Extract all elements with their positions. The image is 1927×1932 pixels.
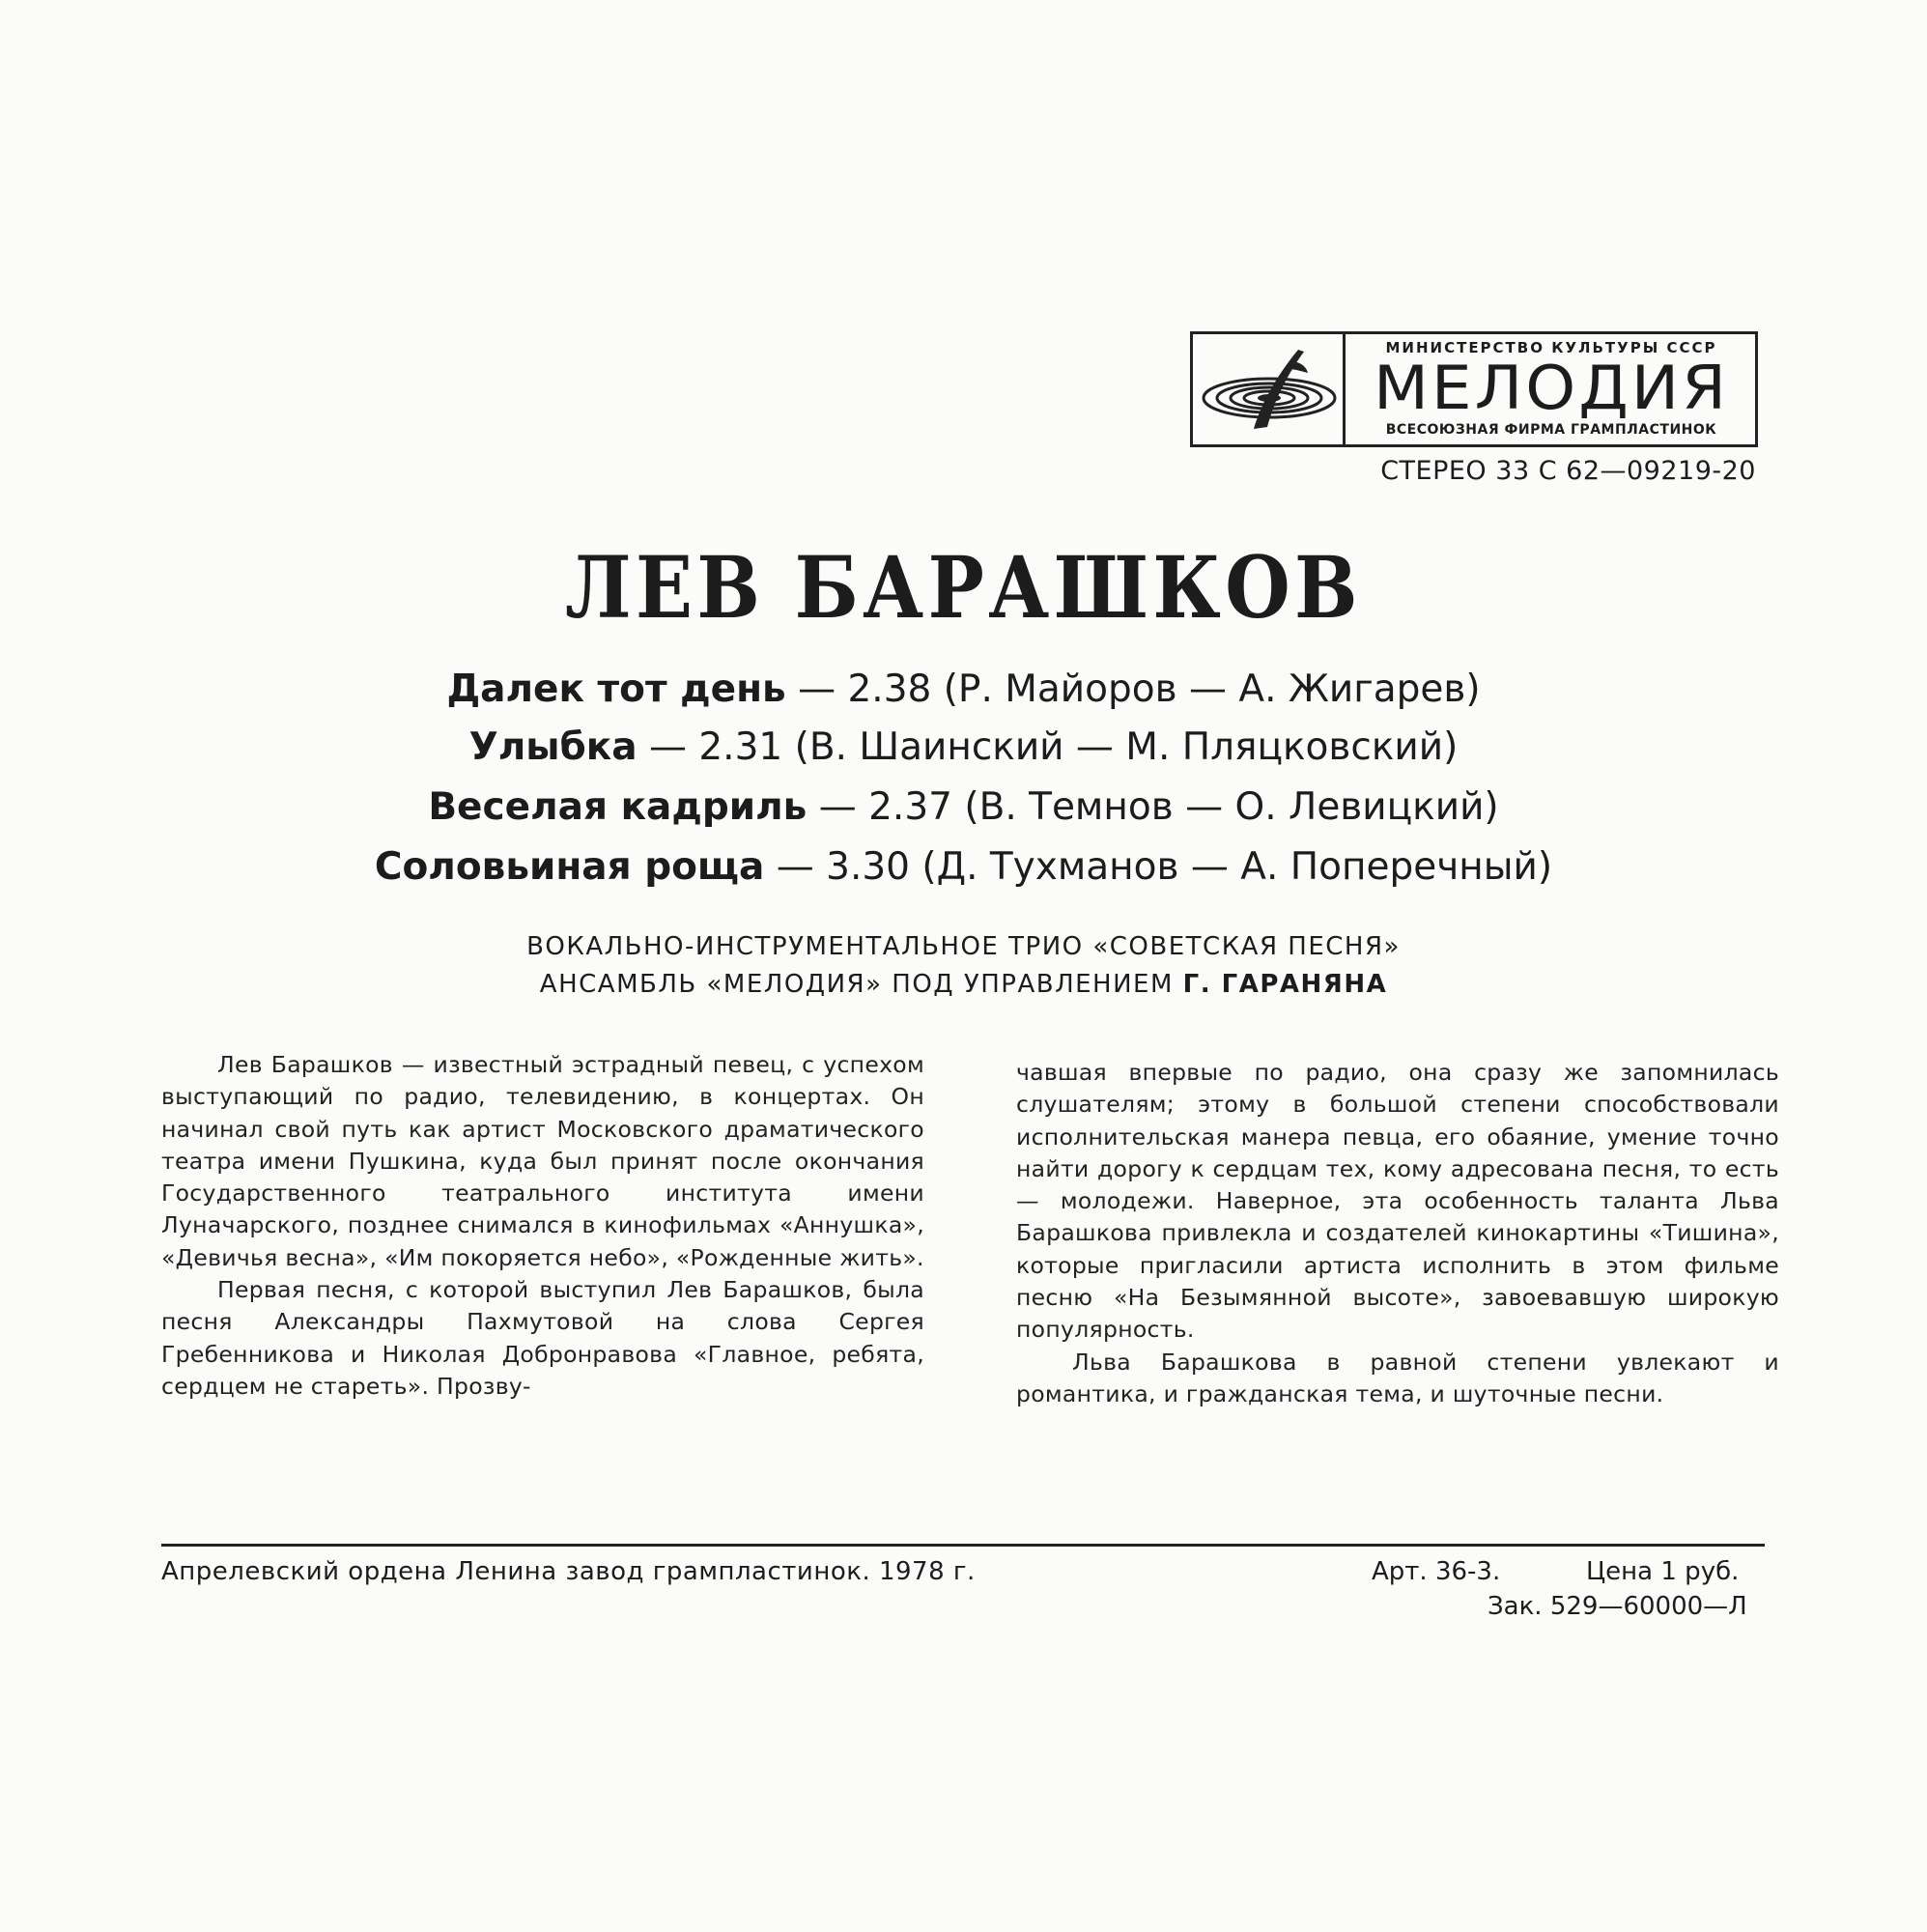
melodiya-logo-icon — [1198, 340, 1341, 440]
catalog-number: СТЕРЕО 33 С 62—09219-20 — [1380, 456, 1756, 486]
order-number: Зак. 529—60000—Л — [1488, 1592, 1747, 1621]
track-item — [0, 726, 1927, 769]
track-item — [0, 668, 1927, 711]
track-title: Соловьиная роща — [374, 845, 765, 889]
track-item — [0, 786, 1927, 829]
track-item — [0, 846, 1927, 889]
liner-notes-right-column — [1016, 1057, 1779, 1410]
logo-divider — [1343, 331, 1346, 447]
track-details: — 3.30 (Д. Тухманов — А. Поперечный) — [764, 845, 1553, 889]
track-title: Веселая кадриль — [428, 785, 808, 829]
logo-brand-text: МЕЛОДИЯ — [1373, 352, 1729, 424]
price: Цена 1 руб. — [1586, 1557, 1740, 1586]
liner-paragraph: Льва Барашкова в равной степени увлекают и романтика, и гражданская тема, и шуточные песни. — [1016, 1348, 1779, 1407]
trio-credit: ВОКАЛЬНО-ИНСТРУМЕНТАЛЬНОЕ ТРИО «СОВЕТСКАЯ ПЕСНЯ» — [526, 932, 1401, 961]
track-details: — 2.37 (В. Темнов — О. Левицкий) — [807, 785, 1499, 829]
article-number: Арт. 36-3. — [1372, 1557, 1501, 1586]
track-details: — 2.38 (Р. Майоров — А. Жигарев) — [785, 668, 1481, 711]
logo-firm-text: ВСЕСОЮЗНАЯ ФИРМА ГРАМПЛАСТИНОК — [1385, 422, 1717, 438]
liner-paragraph: чавшая впервые по радио, она сразу же запомнилась слушателям; этому в большой степени способствовали исполнительская манера певца, его обаяние, умение точно найти дорогу к сердцам тех, кому адресована песня, то есть — молодежи. Наверное, эта особенность таланта Льва Барашкова привлекла и создателей кинокартины «Тишина», которые пригласили артиста исполнить в этом фильме песню «На Безымянной высоте», завоевавшую широкую популярность. — [1016, 1059, 1779, 1344]
liner-paragraph: Первая песня, с которой выступил Лев Барашков, была песня Александры Пахмутовой на слова Сергея Гребенникова и Николая Добронравова «Главное, ребята, сердцем не стареть». Прозву- — [161, 1276, 924, 1400]
conductor-name: Г. ГАРАНЯНА — [1182, 970, 1388, 999]
logo-ministry-text: МИНИСТЕРСТВО КУЛЬТУРЫ СССР — [1385, 339, 1717, 356]
liner-notes-left-column — [161, 1049, 924, 1403]
artist-title: ЛЕВ БАРАШКОВ — [565, 537, 1362, 638]
footer-divider — [161, 1544, 1765, 1547]
track-details: — 2.31 (В. Шаинский — М. Пляцковский) — [637, 725, 1459, 769]
liner-paragraph: Лев Барашков — известный эстрадный певец, с успехом выступающий по радио, телевидению, в концертах. Он начинал свой путь как артист Московского драматического театра имени Пушкина, куда был принят после окончания Государственного театрального института имени Луначарского, позднее снимался в кинофильмах «Аннушка», «Девичья весна», «Им покоряется небо», «Рожденные жить». — [161, 1051, 924, 1271]
manufacturer-line: Апрелевский ордена Ленина завод грампластинок. 1978 г. — [161, 1557, 976, 1586]
ensemble-credit-prefix: АНСАМБЛЬ «МЕЛОДИЯ» ПОД УПРАВЛЕНИЕМ — [539, 970, 1183, 999]
track-title: Далек тот день — [446, 668, 786, 711]
track-title: Улыбка — [468, 725, 638, 769]
ensemble-credit — [0, 970, 1927, 999]
